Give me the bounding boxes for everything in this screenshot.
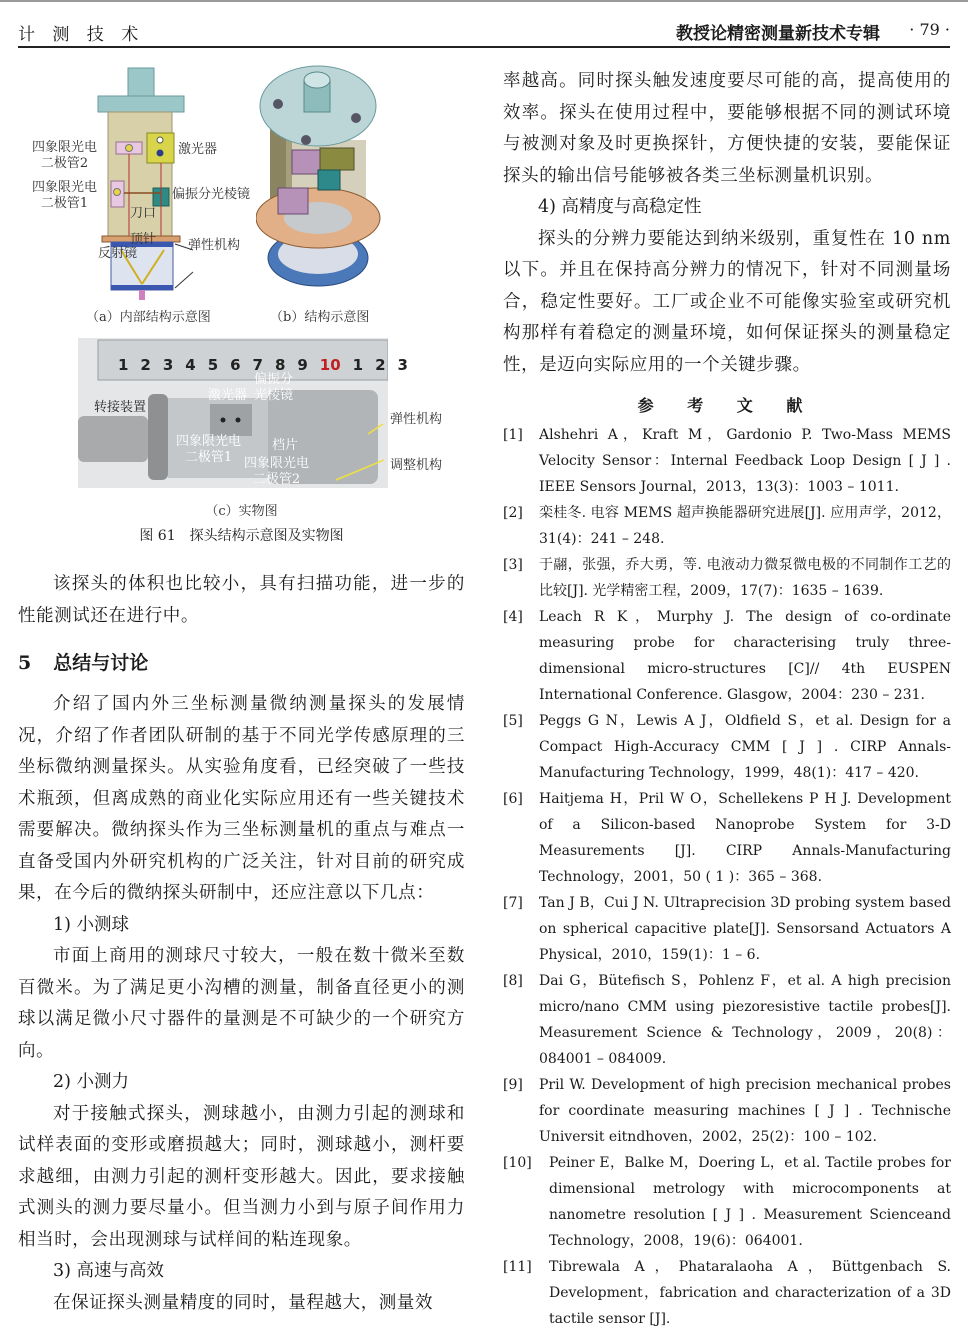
label-laser-c: 激光器 bbox=[208, 388, 248, 403]
reference-number: [6] bbox=[503, 791, 523, 807]
reference-item bbox=[503, 1254, 951, 1332]
reference-text: Haitjema H，Pril W O，Schellekens P H J. Development of a Silicon-based Nanoprobe System for 3-D Measurements [J]. CIRP Annals-Manufacturing Technology，2001，50 ( 1 )：365 – 368. bbox=[539, 791, 951, 885]
ruler-tick: 2 bbox=[140, 356, 151, 374]
reference-item bbox=[503, 786, 951, 890]
label-thimble: 顶针 bbox=[130, 232, 157, 247]
reference-item bbox=[503, 552, 951, 604]
ruler-tick: 2 bbox=[375, 356, 386, 374]
special-issue-title: 教授论精密测量新技术专辑 bbox=[676, 24, 880, 44]
reference-text: Pril W. Development of high precision mechanical probes for coordinate measuring machines [ J ] . Technische Universit eitndhoven，2002，25(2)：100 – 102. bbox=[539, 1077, 951, 1145]
reference-number: [5] bbox=[503, 713, 523, 729]
ruler-tick: 7 bbox=[252, 356, 263, 374]
label-line: 四象限光电 bbox=[176, 434, 242, 449]
reference-text: Dai G，Bütefisch S，Pohlenz F，et al. A high precision micro/nano CMM using piezoresistive tactile probes[J]. Measurement Science & Technology，2009，20(8)：084001 – 084009. bbox=[539, 973, 951, 1067]
reference-number: [2] bbox=[503, 505, 523, 521]
reference-number: [1] bbox=[503, 427, 523, 443]
figure-title: 探头结构示意图及实物图 bbox=[189, 528, 344, 544]
paragraph-item-3-cont: 率越高。同时探头触发速度要尽可能的高，提高使用的效率。探头在使用过程中，要能够根据不同的测试环境与被测对象及时更换探针，方便快捷的安装，要能保证探头的输出信号能够被各类三坐标测量机识别。 bbox=[503, 71, 951, 186]
ruler-tick: 1 bbox=[352, 356, 364, 374]
reference-number: [8] bbox=[503, 973, 523, 989]
reference-item bbox=[503, 422, 951, 500]
ruler-tick: 1 bbox=[118, 356, 129, 374]
figure-number: 图 61 bbox=[139, 528, 176, 544]
label-mirror: 反射镜 bbox=[98, 246, 138, 261]
item-heading-4: 4) 高精度与高稳定性 bbox=[538, 197, 702, 217]
label-knife-edge: 刀口 bbox=[130, 206, 157, 221]
label-qpd1-c bbox=[176, 434, 241, 466]
paragraph-summary: 介绍了国内外三坐标测量微纳测量探头的发展情况，介绍了作者团队研制的基于不同光学传感原理的三坐标微纳测量探头。从实验角度看，已经突破了一些技术瓶颈，但离成熟的商业化实际应用还有一些关键技术需要解决。微纳探头作为三坐标测量机的重点与难点一直备受国内外研究机构的广泛关注，针对目前的研究成果，在今后的微纳探头研制中，还应注意以下几点： bbox=[18, 694, 465, 903]
label-adjust: 调整机构 bbox=[390, 458, 443, 473]
label-elastic-c: 弹性机构 bbox=[390, 412, 443, 427]
item-heading-2: 2) 小测力 bbox=[53, 1072, 130, 1092]
reference-item bbox=[503, 1150, 951, 1254]
reference-number: [11] bbox=[503, 1259, 532, 1275]
label-qpd1-a bbox=[32, 180, 97, 212]
reference-text: 于翮，张强，乔大勇，等. 电液动力微泵微电极的不同制作工艺的比较[J]. 光学精密工程，2009，17(7)：1635 – 1639. bbox=[539, 557, 951, 599]
label-line: 二极管1 bbox=[40, 196, 89, 211]
reference-item bbox=[503, 604, 951, 708]
ruler-tick: 5 bbox=[207, 356, 219, 374]
paragraph-item-4: 探头的分辨力要能达到纳米级别，重复性在 10 nm 以下。并且在保持高分辨力的情况下，针对不同测量场合，稳定性要好。工厂或企业不可能像实验室或研究机构那样有着稳定的测量环境，如何保证探头的测量稳定性，是迈向实际应用的一个关键步骤。 bbox=[503, 228, 951, 375]
item-heading-1: 1) 小测球 bbox=[53, 914, 130, 935]
label-laser-a: 激光器 bbox=[178, 142, 218, 157]
reference-text: Tibrewala A，Phataralaoha A，Büttgenbach S. Development，fabrication and characterization of a 3D tactile sensor [J]. bbox=[549, 1259, 951, 1327]
figure-61-ab bbox=[18, 60, 465, 330]
reference-item bbox=[503, 708, 951, 786]
reference-number: [3] bbox=[503, 557, 523, 573]
right-column bbox=[503, 66, 951, 1332]
left-column bbox=[18, 60, 465, 1319]
reference-number: [10] bbox=[503, 1155, 532, 1171]
figure-caption bbox=[18, 525, 465, 545]
label-pbs-a: 偏振分光棱镜 bbox=[172, 187, 251, 202]
ruler-tick: 4 bbox=[185, 356, 196, 374]
structure-3d-diagram bbox=[256, 60, 386, 300]
label-line: 二极管1 bbox=[184, 450, 233, 465]
reference-text: Peggs G N，Lewis A J，Oldfield S，et al. Design for a Compact High-Accuracy CMM [ J ] . CIRP Annals-Manufacturing Technology，1999，48(1)：417 – 420. bbox=[539, 713, 951, 781]
paragraph-item-3-start: 在保证探头测量精度的同时，量程越大，测量效 bbox=[53, 1292, 434, 1313]
paragraph-item-1: 市面上商用的测球尺寸较大，一般在数十微米至数百微米。为了满足更小沟槽的测量，制备直径更小的测球以满足微小尺寸器件的量测是不可缺少的一个研究方向。 bbox=[18, 946, 465, 1061]
label-qpd2-a bbox=[32, 140, 97, 172]
top-rule bbox=[0, 0, 968, 2]
label-shield: 档片 bbox=[272, 438, 299, 453]
label-line: 二极管2 bbox=[40, 156, 89, 171]
reference-list bbox=[503, 422, 951, 1332]
reference-text: 栾桂冬. 电容 MEMS 超声换能器研究进展[J]. 应用声学，2012，31(4)：241 – 248. bbox=[539, 505, 951, 547]
subfigure-c-caption: （c）实物图 bbox=[205, 504, 278, 519]
label-adapter: 转接装置 bbox=[94, 400, 147, 415]
reference-item bbox=[503, 968, 951, 1072]
label-pbs-c bbox=[254, 372, 293, 404]
page-number: · 79 · bbox=[909, 20, 950, 39]
reference-item bbox=[503, 1072, 951, 1150]
reference-number: [9] bbox=[503, 1077, 523, 1093]
reference-text: Tan J B，Cui J N. Ultraprecision 3D probing system based on spherical capacitive plate[J]. Sensorsand Actuators A Physical，2010，159(1)：1 – 6. bbox=[539, 895, 951, 963]
item-heading-3: 3) 高速与高效 bbox=[53, 1261, 165, 1281]
label-line: 光棱镜 bbox=[254, 388, 294, 403]
running-header bbox=[18, 18, 950, 48]
label-line: 偏振分 bbox=[254, 372, 294, 387]
section-heading bbox=[18, 648, 465, 675]
ruler-tick: 6 bbox=[230, 356, 241, 374]
label-line: 二极管2 bbox=[252, 472, 301, 487]
paragraph-probe-intro: 该探头的体积也比较小，具有扫描功能，进一步的性能测试还在进行中。 bbox=[18, 574, 465, 626]
ruler-tick: 8 bbox=[274, 356, 286, 374]
ruler-tick: 10 bbox=[319, 356, 341, 374]
reference-text: Peiner E，Balke M，Doering L，et al. Tactile probes for dimensional metrology with microcomponents at nanometre resolution [ J ] . Measurement Scienceand Technology，2008，19(6)：064001. bbox=[549, 1155, 951, 1249]
references-title: 参 考 文 献 bbox=[637, 396, 817, 415]
reference-text: Leach R K，Murphy J. The design of co-ordinate measuring probe for characterising truly three-dimensional micro-structures [C]// 4th EUSPEN International Conference. Glasgow，2004：230 – 231. bbox=[539, 609, 951, 703]
section-number: 5 bbox=[18, 652, 32, 674]
subfigure-b-caption: （b）结构示意图 bbox=[270, 310, 370, 325]
reference-item bbox=[503, 500, 951, 552]
paragraph-item-2: 对于接触式探头，测球越小，由测力引起的测球和试样表面的变形或磨损越大；同时，测球越小，测杆要求越细，由测力引起的测杆变形越大。因此，要求接触式测头的测力要尽量小。但当测力小到与原子间作用力相当时，会出现测球与试样间的粘连现象。 bbox=[18, 1103, 465, 1250]
reference-item bbox=[503, 890, 951, 968]
label-line: 四象限光电 bbox=[32, 180, 98, 195]
subfigure-a-caption: （a）内部结构示意图 bbox=[86, 310, 211, 325]
ruler-tick: 3 bbox=[397, 356, 408, 374]
label-line: 四象限光电 bbox=[32, 140, 98, 155]
label-line: 四象限光电 bbox=[244, 456, 310, 471]
figure-61-c bbox=[18, 338, 465, 488]
reference-number: [4] bbox=[503, 609, 523, 625]
reference-text: Alshehri A，Kraft M，Gardonio P. Two-Mass MEMS Velocity Sensor：Internal Feedback Loop Design [ J ] . IEEE Sensors Journal，2013，13(3)：1003 – 1011. bbox=[539, 427, 951, 495]
section-title: 总结与讨论 bbox=[53, 652, 149, 674]
label-qpd2-c bbox=[244, 456, 309, 488]
reference-number: [7] bbox=[503, 895, 523, 911]
journal-name: 计 测 技 术 bbox=[18, 25, 145, 45]
ruler-tick: 9 bbox=[297, 356, 308, 374]
ruler-tick: 3 bbox=[162, 356, 174, 374]
label-elastic-a: 弹性机构 bbox=[188, 238, 241, 253]
